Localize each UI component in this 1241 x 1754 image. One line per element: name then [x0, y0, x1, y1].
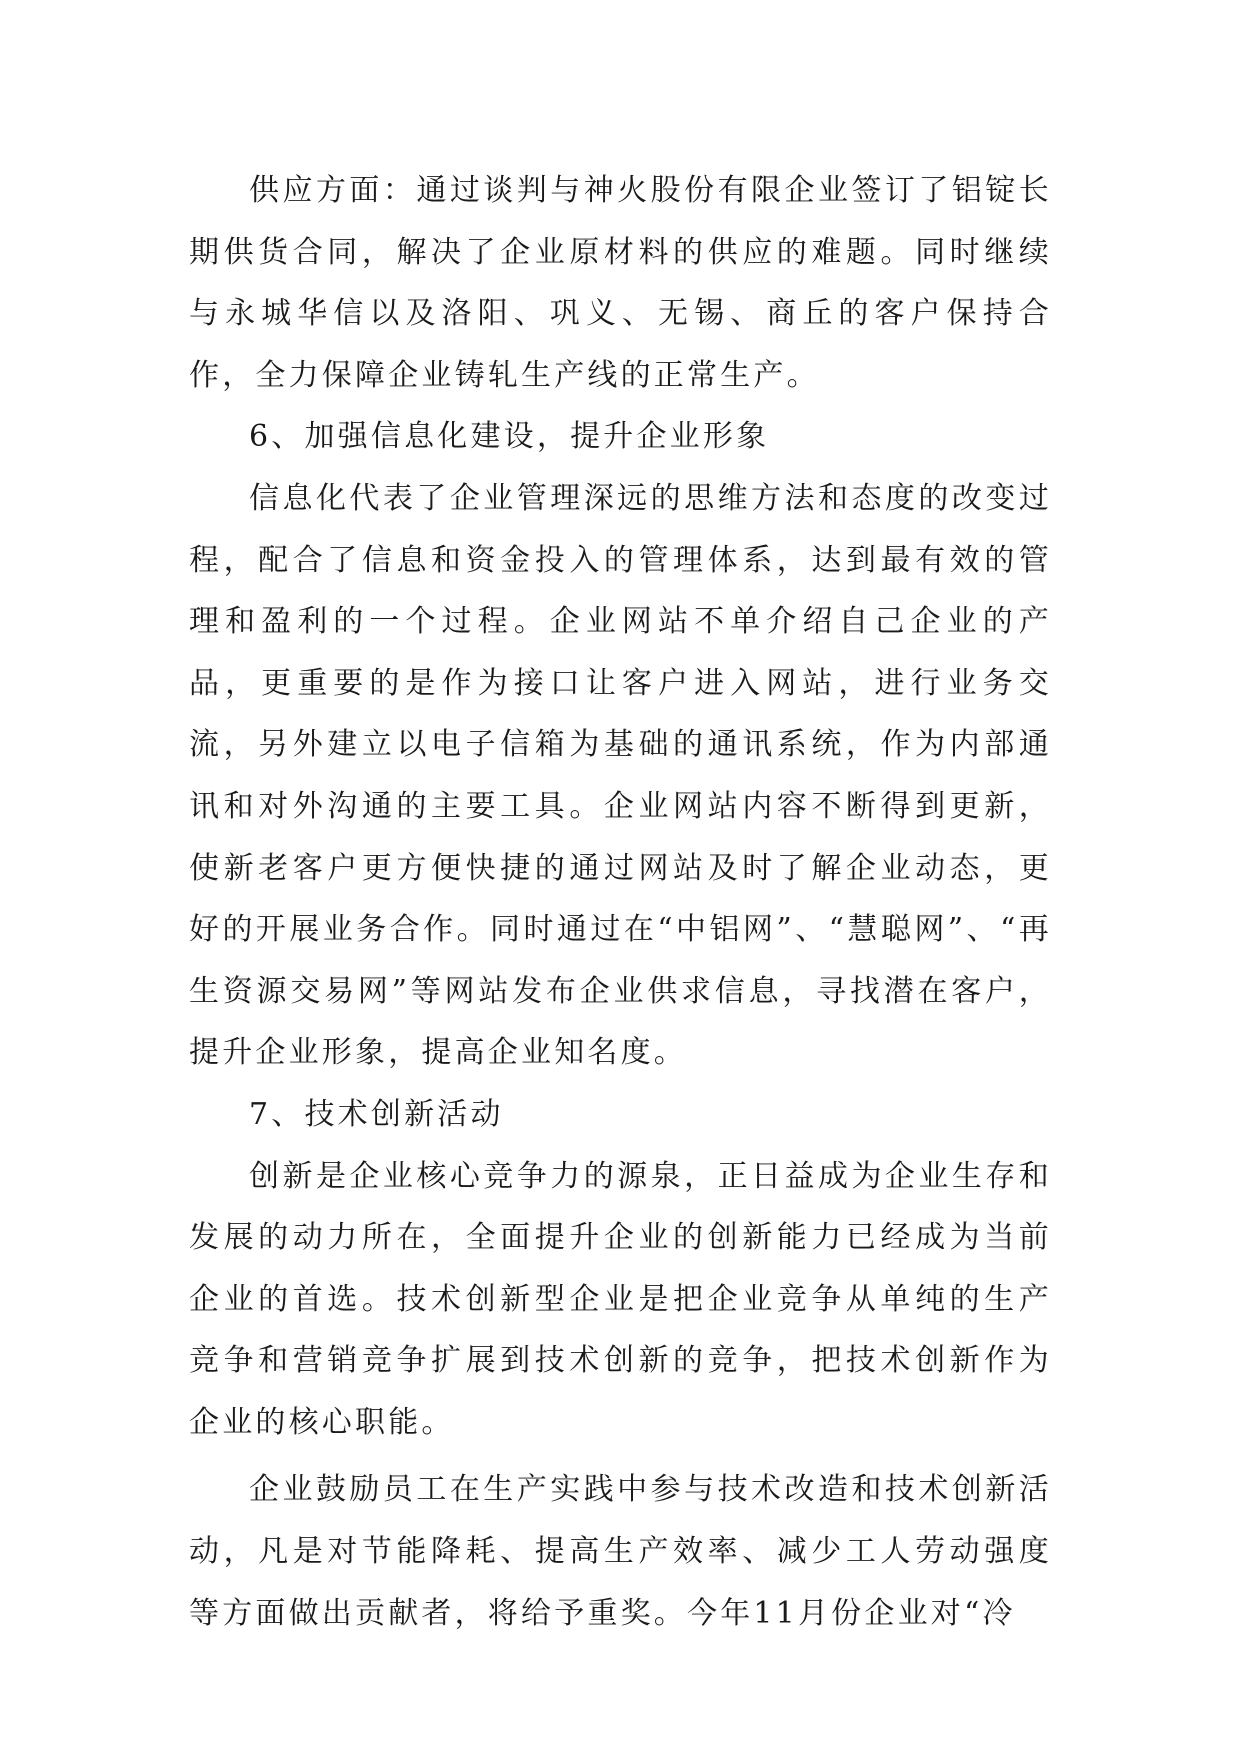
paragraph-informatization: 信息化代表了企业管理深远的思维方法和态度的改变过程，配合了信息和资金投入的管理体系，达到最有效的管理和盈利的一个过程。企业网站不单介绍自己企业的产品，更重要的是作为接口让客户进入网站，进行业务交流，另外建立以电子信箱为基础的通讯系统，作为内部通讯和对外沟通的主要工具。企业网站内容不断得到更新，使新老客户更方便快捷的通过网站及时了解企业动态，更好的开展业务合作。同时通过在“中铝网”、“慧聪网”、“再生资源交易网”等网站发布企业供求信息，寻找潜在客户，提升企业形象，提高企业知名度。 — [189, 480, 1052, 1071]
section-heading-7: 7、技术创新活动 — [249, 1096, 504, 1132]
section-heading-6: 6、加强信息化建设，提升企业形象 — [249, 419, 770, 455]
paragraph-supply: 供应方面：通过谈判与神火股份有限企业签订了铝锭长期供货合同，解决了企业原材料的供应的难题。同时继续与永城华信以及洛阳、巩义、无锡、商丘的客户保持合作，全力保障企业铸轧生产线的正常生产。 — [189, 173, 1052, 393]
paragraph-innovation: 创新是企业核心竞争力的源泉，正日益成为企业生存和发展的动力所在，全面提升企业的创新能力已经成为当前企业的首选。技术创新型企业是把企业竞争从单纯的生产竞争和营销竞争扩展到技术创新的竞争，把技术创新作为企业的核心职能。 — [189, 1158, 1052, 1440]
paragraph-encouragement: 企业鼓励员工在生产实践中参与技术改造和技术创新活动，凡是对节能降耗、提高生产效率、减少工人劳动强度等方面做出贡献者，将给予重奖。今年11月份企业对“冷 — [189, 1472, 1052, 1631]
document-body — [189, 160, 1052, 1644]
